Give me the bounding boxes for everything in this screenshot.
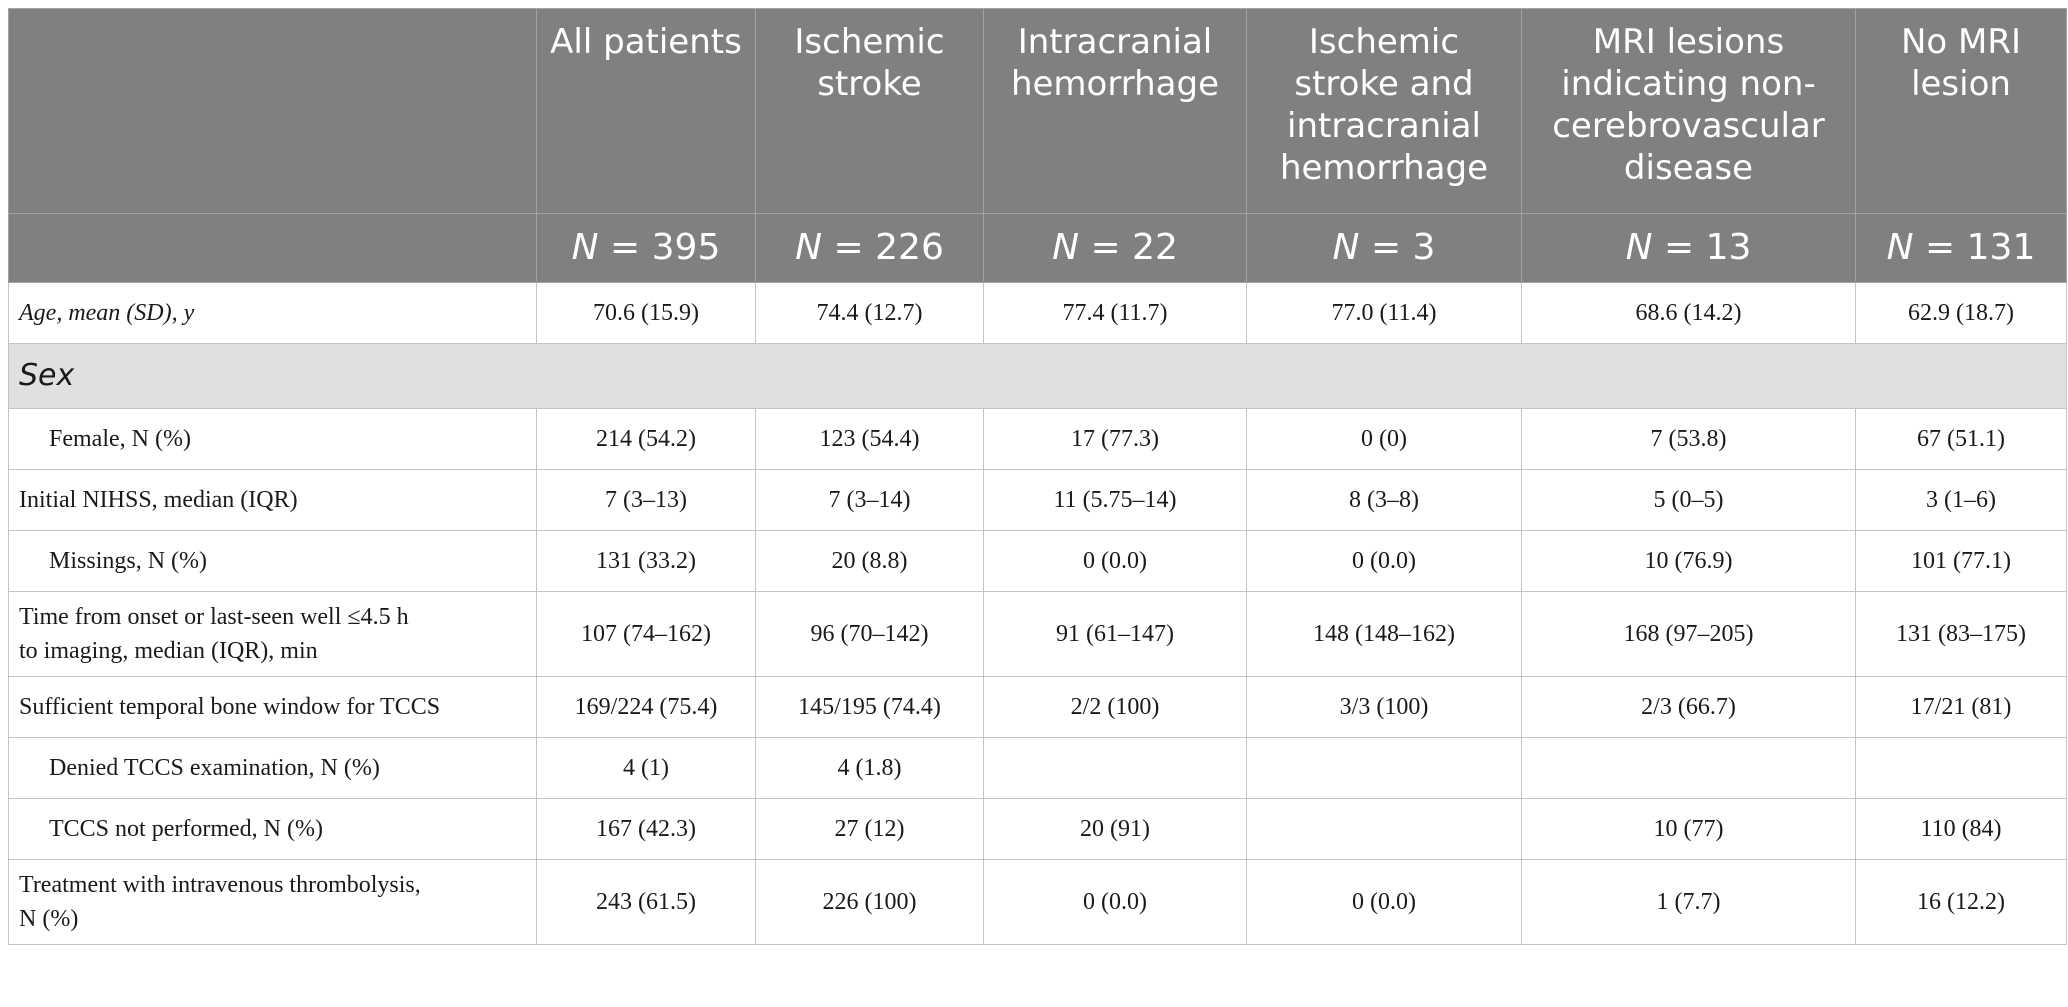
header-cell: Ischemic stroke: [756, 9, 984, 214]
table-cell: 17 (77.3): [984, 409, 1247, 470]
table-cell: 0 (0.0): [1247, 860, 1522, 945]
data-table: [8, 8, 2067, 945]
n-cell: N = 13: [1522, 214, 1856, 283]
table-cell: 77.0 (11.4): [1247, 283, 1522, 344]
table-cell: 11 (5.75–14): [984, 470, 1247, 531]
row-label-line: Time from onset or last-seen well ≤4.5 h: [19, 604, 409, 630]
table-cell: [984, 738, 1247, 799]
table-row: [9, 592, 2067, 677]
header-cell: Intracranial hemorrhage: [984, 9, 1247, 214]
table-cell: 77.4 (11.7): [984, 283, 1247, 344]
table-cell: 7 (53.8): [1522, 409, 1856, 470]
table-row: [9, 531, 2067, 592]
table-cell: [1856, 738, 2067, 799]
table-cell: 10 (77): [1522, 799, 1856, 860]
table-row: [9, 738, 2067, 799]
table-cell: 168 (97–205): [1522, 592, 1856, 677]
table-cell: 0 (0.0): [984, 860, 1247, 945]
table-cell: 16 (12.2): [1856, 860, 2067, 945]
table-cell: 5 (0–5): [1522, 470, 1856, 531]
table-cell: 96 (70–142): [756, 592, 984, 677]
row-label: [9, 592, 537, 677]
table-cell: 7 (3–13): [537, 470, 756, 531]
table-cell: 148 (148–162): [1247, 592, 1522, 677]
table-row: [9, 677, 2067, 738]
section-label: Sex: [9, 344, 2067, 409]
table-cell: 67 (51.1): [1856, 409, 2067, 470]
table-cell: 74.4 (12.7): [756, 283, 984, 344]
n-row: [9, 214, 2067, 283]
table-cell: 4 (1.8): [756, 738, 984, 799]
table-cell: 70.6 (15.9): [537, 283, 756, 344]
table-cell: 0 (0.0): [1247, 531, 1522, 592]
table-cell: 20 (8.8): [756, 531, 984, 592]
table-cell: [1247, 738, 1522, 799]
table-cell: 3 (1–6): [1856, 470, 2067, 531]
table-cell: 123 (54.4): [756, 409, 984, 470]
row-label: TCCS not performed, N (%): [9, 799, 537, 860]
n-cell: N = 3: [1247, 214, 1522, 283]
table-cell: 1 (7.7): [1522, 860, 1856, 945]
table-cell: 20 (91): [984, 799, 1247, 860]
table-cell: 101 (77.1): [1856, 531, 2067, 592]
table-cell: 214 (54.2): [537, 409, 756, 470]
table-cell: 167 (42.3): [537, 799, 756, 860]
table-cell: 131 (83–175): [1856, 592, 2067, 677]
table-cell: [1522, 738, 1856, 799]
header-cell: [9, 9, 537, 214]
table-row: [9, 799, 2067, 860]
table-cell: 3/3 (100): [1247, 677, 1522, 738]
table-cell: 10 (76.9): [1522, 531, 1856, 592]
table-cell: 91 (61–147): [984, 592, 1247, 677]
header-cell: All patients: [537, 9, 756, 214]
table-cell: [1247, 799, 1522, 860]
table-row: [9, 470, 2067, 531]
header-cell: Ischemic stroke and intracranial hemorrhage: [1247, 9, 1522, 214]
header-row: [9, 9, 2067, 214]
table-cell: 0 (0.0): [984, 531, 1247, 592]
table-cell: 169/224 (75.4): [537, 677, 756, 738]
row-label: Initial NIHSS, median (IQR): [9, 470, 537, 531]
n-cell: N = 395: [537, 214, 756, 283]
table-cell: 110 (84): [1856, 799, 2067, 860]
table-cell: 68.6 (14.2): [1522, 283, 1856, 344]
table-cell: 17/21 (81): [1856, 677, 2067, 738]
table-row: [9, 860, 2067, 945]
table-cell: 0 (0): [1247, 409, 1522, 470]
header-cell: No MRI lesion: [1856, 9, 2067, 214]
table-cell: 62.9 (18.7): [1856, 283, 2067, 344]
row-label: Sufficient temporal bone window for TCCS: [9, 677, 537, 738]
table-cell: 243 (61.5): [537, 860, 756, 945]
row-label-line: N (%): [19, 906, 79, 932]
row-label: Missings, N (%): [9, 531, 537, 592]
n-cell: N = 226: [756, 214, 984, 283]
header-cell: MRI lesions indicating non-cerebrovascular disease: [1522, 9, 1856, 214]
n-cell: N = 131: [1856, 214, 2067, 283]
row-label: [9, 860, 537, 945]
table-cell: 131 (33.2): [537, 531, 756, 592]
row-label: Denied TCCS examination, N (%): [9, 738, 537, 799]
table-cell: 107 (74–162): [537, 592, 756, 677]
table-row: [9, 409, 2067, 470]
table-cell: 4 (1): [537, 738, 756, 799]
table-cell: 7 (3–14): [756, 470, 984, 531]
row-label-line: Treatment with intravenous thrombolysis,: [19, 872, 421, 898]
table-cell: 8 (3–8): [1247, 470, 1522, 531]
table-cell: 2/2 (100): [984, 677, 1247, 738]
n-cell-empty: [9, 214, 537, 283]
table-cell: 2/3 (66.7): [1522, 677, 1856, 738]
table-row: [9, 283, 2067, 344]
section-row: [9, 344, 2067, 409]
row-label: Female, N (%): [9, 409, 537, 470]
table-cell: 27 (12): [756, 799, 984, 860]
table-cell: 226 (100): [756, 860, 984, 945]
row-label-line: to imaging, median (IQR), min: [19, 638, 318, 664]
row-label: Age, mean (SD), y: [9, 283, 537, 344]
n-cell: N = 22: [984, 214, 1247, 283]
table-cell: 145/195 (74.4): [756, 677, 984, 738]
